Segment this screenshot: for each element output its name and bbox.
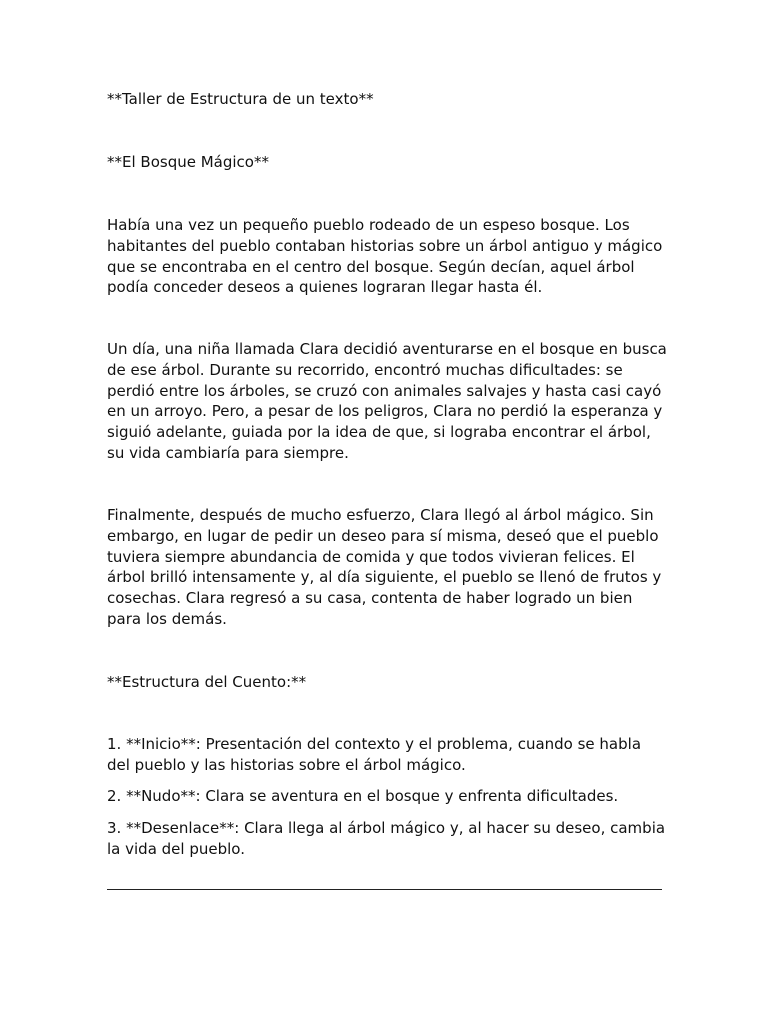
story-paragraph-3: Finalmente, después de mucho esfuerzo, Clara llegó al árbol mágico. Sin embargo, en lugar de pedir un deseo para sí misma, deseó que el pueblo tuviera siempre abundancia de comida y que todos vivieran felices. El árbol brilló intensamente y, al día siguiente, el pueblo se llenó de frutos y cosechas. Clara regresó a su casa, contenta de haber logrado un bien para los demás.: [107, 506, 662, 628]
structure-item-nudo: 2. **Nudo**: Clara se aventura en el bosque y enfrenta dificultades.: [107, 787, 619, 805]
story-title: **El Bosque Mágico**: [107, 153, 269, 171]
horizontal-divider: [107, 889, 662, 890]
story-paragraph-2: Un día, una niña llamada Clara decidió aventurarse en el bosque en busca de ese árbol. Durante su recorrido, encontró muchas dificultades: se perdió entre los árboles, se cruzó con animales salvajes y hasta casi cayó en un arroyo. Pero, a pesar de los peligros, Clara no perdió la esperanza y siguió adelante, guiada por la idea de que, si lograba encontrar el árbol, su vida cambiaría para siempre.: [107, 340, 667, 462]
story-paragraph-1: Había una vez un pequeño pueblo rodeado de un espeso bosque. Los habitantes del pueblo contaban historias sobre un árbol antiguo y mágico que se encontraba en el centro del bosque. Según decían, aquel árbol podía conceder deseos a quienes lograran llegar hasta él.: [107, 216, 663, 297]
structure-item-inicio: 1. **Inicio**: Presentación del contexto y el problema, cuando se habla del pueblo y las historias sobre el árbol mágico.: [107, 735, 642, 774]
structure-heading: **Estructura del Cuento:**: [107, 673, 307, 691]
structure-item-desenlace: 3. **Desenlace**: Clara llega al árbol mágico y, al hacer su deseo, cambia la vida del pueblo.: [107, 819, 666, 858]
document-title: **Taller de Estructura de un texto**: [107, 90, 374, 108]
